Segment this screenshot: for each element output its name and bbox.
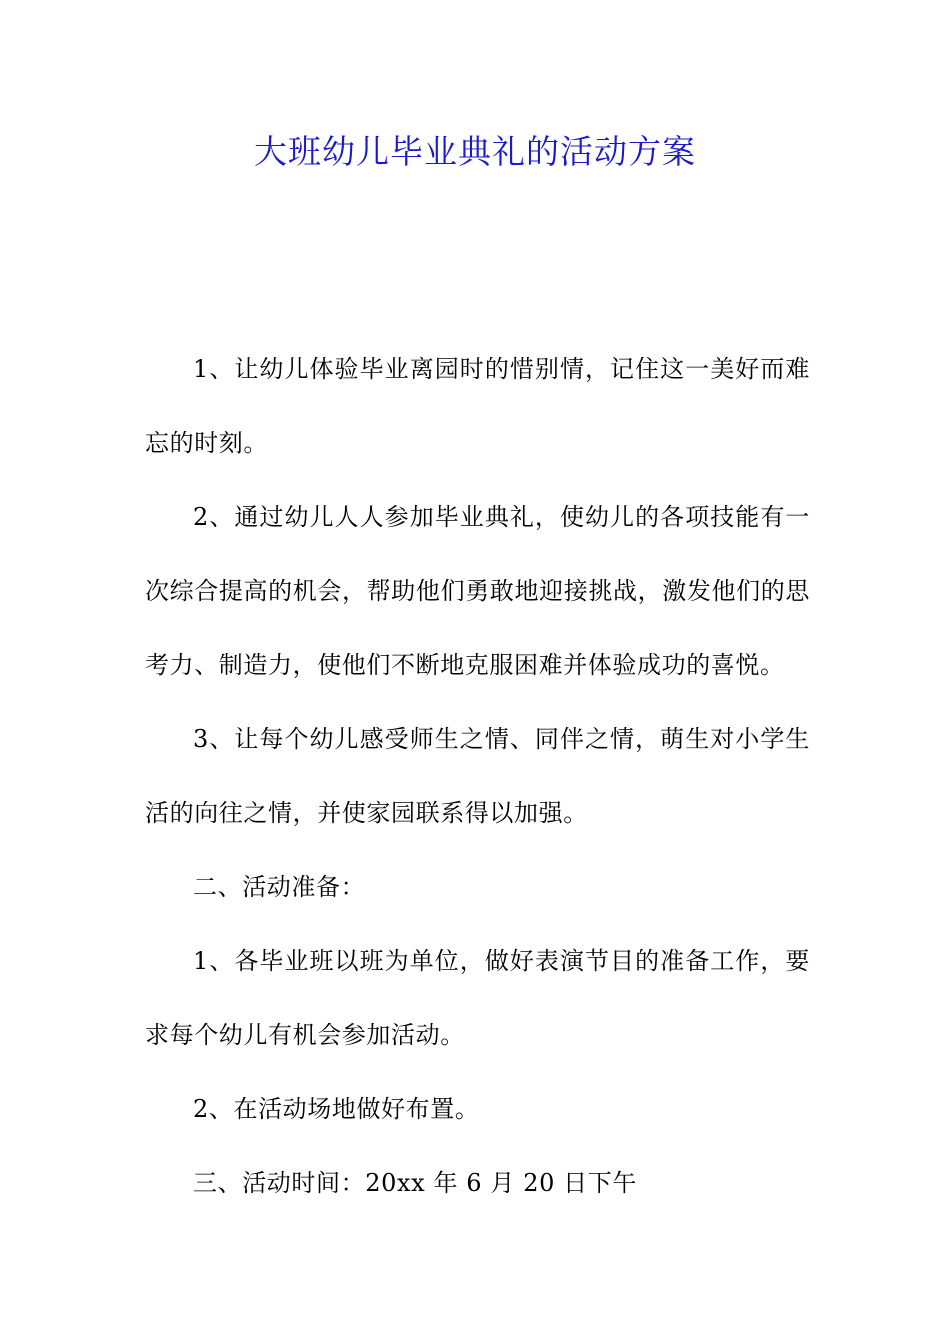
section-heading-preparation: 二、活动准备： (193, 873, 366, 901)
document-body (145, 332, 810, 1220)
document-title: 大班幼儿毕业典礼的活动方案 (254, 132, 696, 171)
paragraph-preparation-1: 1、各毕业班以班为单位，做好表演节目的准备工作，要求每个幼儿有机会参加活动。 (145, 947, 810, 1049)
paragraph-goal-3: 3、让每个幼儿感受师生之情、同伴之情，萌生对小学生活的向往之情，并使家园联系得以加强。 (145, 725, 810, 827)
section-heading-time: 三、活动时间：20xx 年 6 月 20 日下午 (193, 1169, 637, 1197)
paragraph-goal-2: 2、通过幼儿人人参加毕业典礼，使幼儿的各项技能有一次综合提高的机会，帮助他们勇敢地迎接挑战，激发他们的思考力、制造力，使他们不断地克服困难并体验成功的喜悦。 (145, 503, 810, 679)
paragraph-preparation-2: 2、在活动场地做好布置。 (193, 1095, 480, 1123)
paragraph-goal-1: 1、让幼儿体验毕业离园时的惜别情，记住这一美好而难忘的时刻。 (145, 355, 810, 457)
